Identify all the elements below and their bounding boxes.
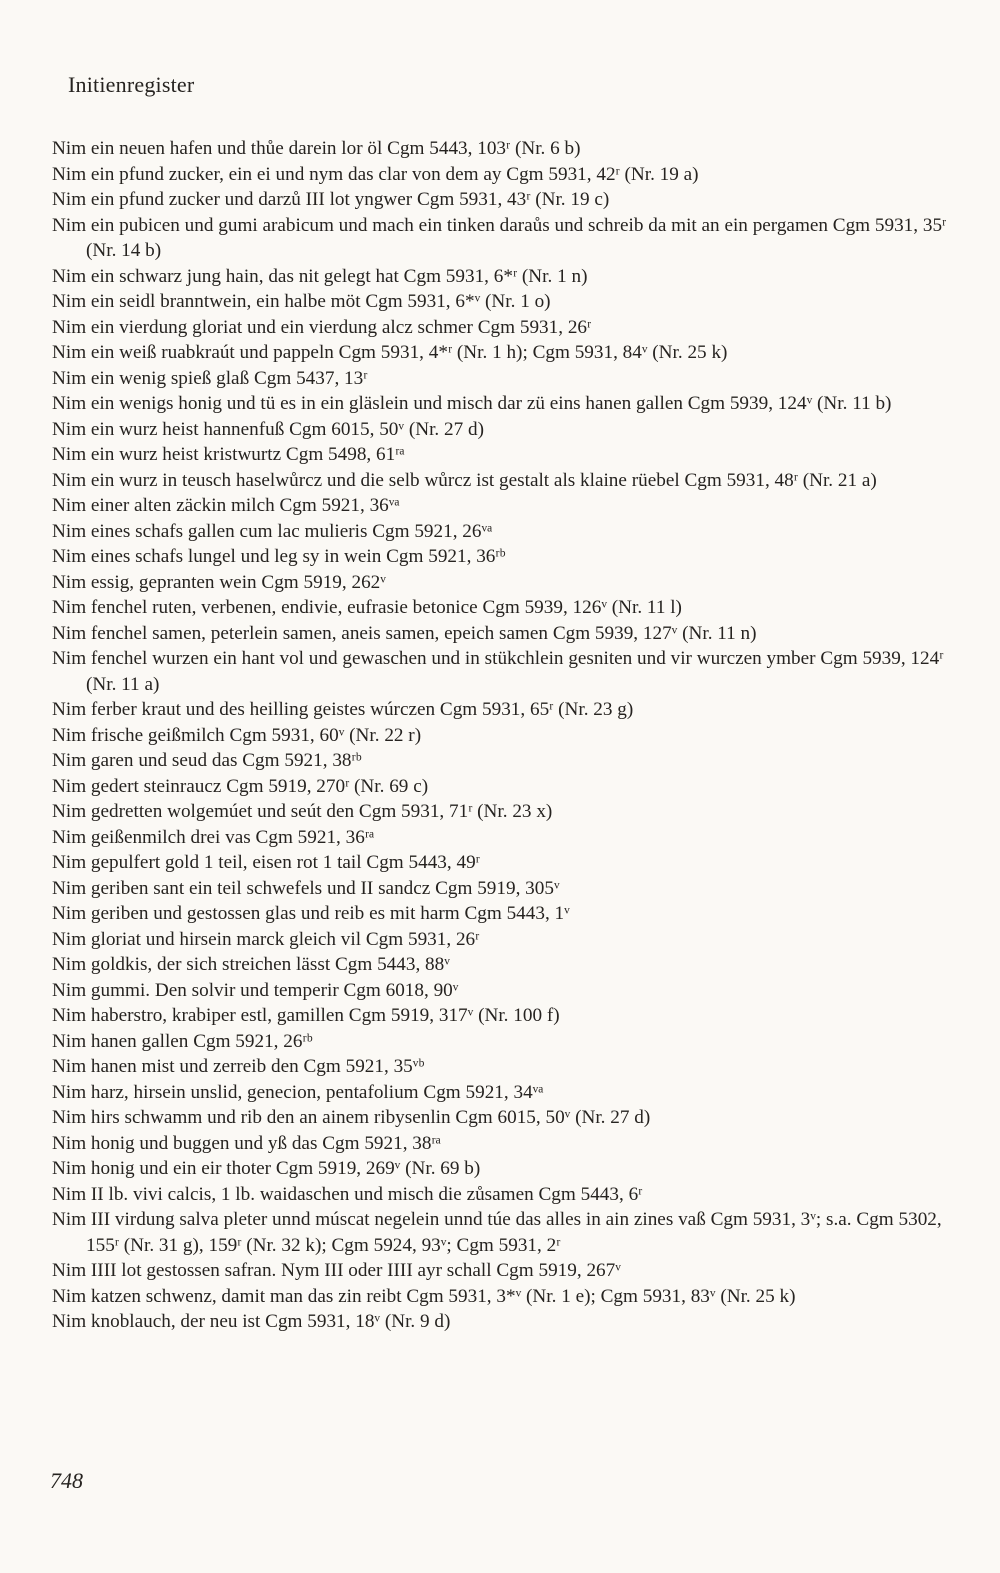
index-entry-list <box>52 136 952 1335</box>
index-entry: Nim knoblauch, der neu ist Cgm 5931, 18ᵛ (Nr. 9 d) <box>52 1311 451 1332</box>
index-entry: Nim essig, gepranten wein Cgm 5919, 262ᵛ <box>52 571 386 593</box>
index-entry: Nim goldkis, der sich streichen lässt Cgm 5443, 88ᵛ <box>52 954 450 975</box>
index-entry: Nim geriben und gestossen glas und reib es mit harm Cgm 5443, 1ᵛ <box>52 903 570 924</box>
page-title: Initienregister <box>68 72 195 97</box>
index-entry: Nim gedretten wolgemúet und seút den Cgm 5931, 71ʳ (Nr. 23 x) <box>52 801 553 822</box>
index-entry: Nim garen und seud das Cgm 5921, 38ʳᵇ <box>52 750 362 771</box>
index-entry: Nim ein pubicen und gumi arabicum und mach ein tinken daraůs und schreib da mit an ein pergamen Cgm 5931, 35ʳ (Nr. 14 b) <box>52 214 947 261</box>
index-entry: Nim gedert steinraucz Cgm 5919, 270ʳ (Nr. 69 c) <box>52 775 429 797</box>
index-entry: Nim IIII lot gestossen safran. Nym III oder IIII ayr schall Cgm 5919, 267ᵛ <box>52 1260 621 1281</box>
index-entry: Nim ein wurz in teusch haselwůrcz und die selb wůrcz ist gestalt als klaine rüebel Cgm 5931, 48ʳ (Nr. 21 a) <box>52 469 877 491</box>
index-entry: Nim ein wenigs honig und tü es in ein gläslein und misch dar zü eins hanen gallen Cgm 5939, 124ᵛ (Nr. 11 b) <box>52 393 892 414</box>
index-entry: Nim ein vierdung gloriat und ein vierdung alcz schmer Cgm 5931, 26ʳ <box>52 316 592 338</box>
index-entry: Nim ein wenig spieß glaß Cgm 5437, 13ʳ <box>52 367 368 389</box>
index-entry: Nim katzen schwenz, damit man das zin reibt Cgm 5931, 3*ᵛ (Nr. 1 e); Cgm 5931, 83ᵛ (Nr. 25 k) <box>52 1285 796 1307</box>
index-entry: Nim gepulfert gold 1 teil, eisen rot 1 tail Cgm 5443, 49ʳ <box>52 852 480 873</box>
index-entry: Nim geißenmilch drei vas Cgm 5921, 36ʳᵃ <box>52 826 375 848</box>
index-entry: Nim ein pfund zucker und darzů III lot yngwer Cgm 5931, 43ʳ (Nr. 19 c) <box>52 189 610 210</box>
index-entry: Nim III virdung salva pleter unnd múscat negelein unnd túe das alles in ain zines vaß Cgm 5931, 3ᵛ; s.a. Cgm 5302, 155ʳ (Nr. 31 g), 159ʳ (Nr. 32 k); Cgm 5924, 93ᵛ; Cgm 5931, 2ʳ <box>52 1209 942 1256</box>
index-entry: Nim ein pfund zucker, ein ei und nym das clar von dem ay Cgm 5931, 42ʳ (Nr. 19 a) <box>52 163 699 185</box>
index-entry: Nim fenchel wurzen ein hant vol und gewaschen und in stükchlein gesniten und vir wurczen ymber Cgm 5939, 124ʳ (Nr. 11 a) <box>52 648 944 695</box>
index-entry: Nim eines schafs lungel und leg sy in wein Cgm 5921, 36ʳᵇ <box>52 546 506 567</box>
index-entry: Nim ein neuen hafen und thůe darein lor öl Cgm 5443, 103ʳ (Nr. 6 b) <box>52 138 581 159</box>
index-entry: Nim hanen mist und zerreib den Cgm 5921, 35ᵛᵇ <box>52 1056 425 1077</box>
page-number: 748 <box>50 1468 83 1493</box>
index-entry: Nim ein weiß ruabkraút und pappeln Cgm 5931, 4*ʳ (Nr. 1 h); Cgm 5931, 84ᵛ (Nr. 25 k) <box>52 342 728 363</box>
index-entry: Nim frische geißmilch Cgm 5931, 60ᵛ (Nr. 22 r) <box>52 724 422 746</box>
index-entry: Nim gummi. Den solvir und temperir Cgm 6018, 90ᵛ <box>52 979 459 1001</box>
index-entry: Nim ein seidl branntwein, ein halbe möt Cgm 5931, 6*ᵛ (Nr. 1 o) <box>52 291 551 312</box>
index-entry: Nim harz, hirsein unslid, genecion, pentafolium Cgm 5921, 34ᵛᵃ <box>52 1081 544 1103</box>
index-entry: Nim ein schwarz jung hain, das nit gelegt hat Cgm 5931, 6*ʳ (Nr. 1 n) <box>52 265 588 287</box>
index-entry: Nim hanen gallen Cgm 5921, 26ʳᵇ <box>52 1030 313 1052</box>
index-entry: Nim geriben sant ein teil schwefels und II sandcz Cgm 5919, 305ᵛ <box>52 877 560 899</box>
index-entry: Nim ferber kraut und des heilling geistes wúrczen Cgm 5931, 65ʳ (Nr. 23 g) <box>52 699 634 720</box>
index-entry: Nim ein wurz heist kristwurtz Cgm 5498, 61ʳᵃ <box>52 444 405 465</box>
index-entry: Nim fenchel samen, peterlein samen, aneis samen, epeich samen Cgm 5939, 127ᵛ (Nr. 11 n) <box>52 622 757 644</box>
index-entry: Nim haberstro, krabiper estl, gamillen Cgm 5919, 317ᵛ (Nr. 100 f) <box>52 1005 560 1026</box>
index-entry: Nim honig und ein eir thoter Cgm 5919, 269ᵛ (Nr. 69 b) <box>52 1158 481 1179</box>
index-entry: Nim II lb. vivi calcis, 1 lb. waidaschen und misch die zůsamen Cgm 5443, 6ʳ <box>52 1183 643 1205</box>
index-entry: Nim gloriat und hirsein marck gleich vil Cgm 5931, 26ʳ <box>52 928 480 950</box>
index-entry: Nim fenchel ruten, verbenen, endivie, eufrasie betonice Cgm 5939, 126ᵛ (Nr. 11 l) <box>52 597 682 618</box>
index-entry: Nim einer alten zäckin milch Cgm 5921, 36ᵛᵃ <box>52 495 400 516</box>
index-entry: Nim hirs schwamm und rib den an ainem ribysenlin Cgm 6015, 50ᵛ (Nr. 27 d) <box>52 1107 651 1128</box>
index-entry: Nim eines schafs gallen cum lac mulieris Cgm 5921, 26ᵛᵃ <box>52 520 493 542</box>
index-entry: Nim ein wurz heist hannenfuß Cgm 6015, 50ᵛ (Nr. 27 d) <box>52 418 484 440</box>
index-entry: Nim honig und buggen und yß das Cgm 5921, 38ʳᵃ <box>52 1132 441 1154</box>
